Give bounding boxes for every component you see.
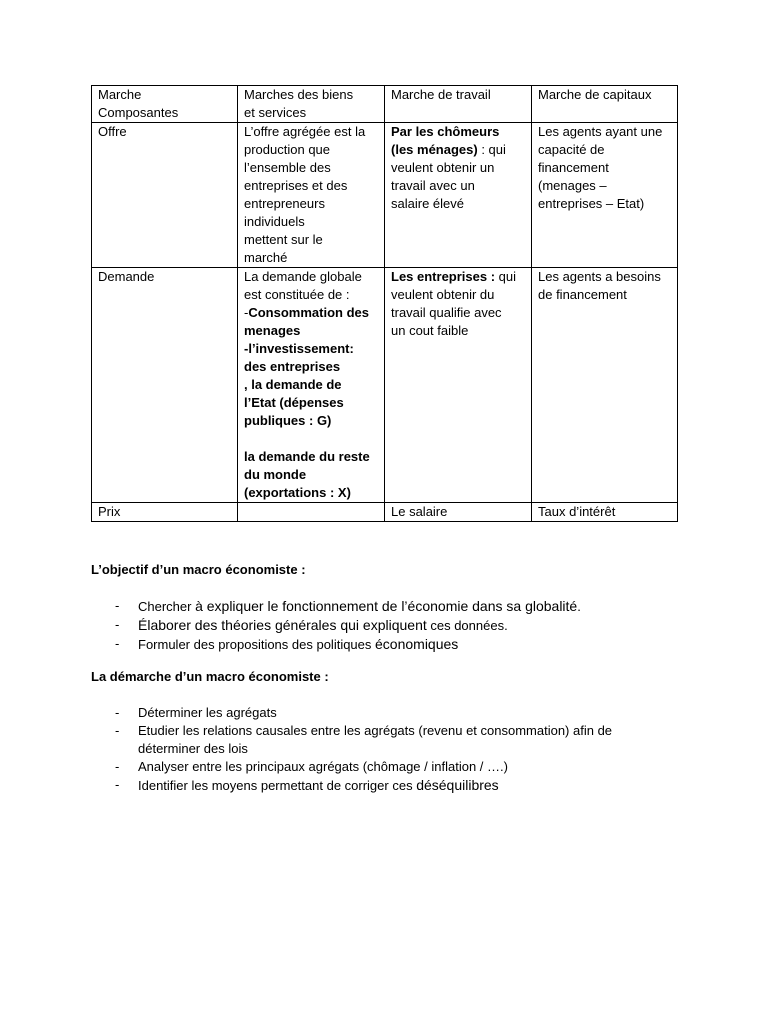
- table-header-row: [92, 86, 678, 123]
- demande-biens-bold-line: l’Etat (dépenses: [244, 395, 344, 410]
- header-cell-travail: [385, 86, 532, 123]
- demande-capitaux-line: Les agents a besoins: [538, 269, 661, 284]
- objectif-item-1-b: à expliquer le fonctionnement de l’économie dans sa globalité: [195, 598, 578, 614]
- cell-demande-capitaux: [532, 268, 678, 503]
- cell-offre-travail: [385, 123, 532, 268]
- demarche-item-4: Identifier les moyens permettant de corriger ces: [138, 778, 417, 793]
- demande-travail-line: veulent obtenir du: [391, 287, 495, 302]
- offre-biens-line: marché: [244, 250, 288, 265]
- objectif-item-3-b: économiques: [375, 636, 459, 652]
- offre-travail-line: salaire élevé: [391, 196, 464, 211]
- offre-travail-rest: : qui: [477, 142, 506, 157]
- list-item: [91, 758, 691, 776]
- demande-biens-bold-line: menages: [244, 323, 301, 338]
- list-item: [91, 722, 691, 758]
- cell-offre-biens: [238, 123, 385, 268]
- demande-travail-line: un cout faible: [391, 323, 469, 338]
- list-item: [91, 704, 691, 722]
- demarche-item-2-cont: déterminer des lois: [138, 741, 248, 756]
- dash-marker: -: [115, 777, 120, 792]
- demande-biens-bold-line: du monde: [244, 467, 307, 482]
- header-cell-biens: [238, 86, 385, 123]
- markets-table: [91, 85, 678, 522]
- offre-capitaux-line: entreprises – Etat): [538, 196, 645, 211]
- offre-biens-line: entrepreneurs: [244, 196, 325, 211]
- offre-biens-line: mettent sur le: [244, 232, 323, 247]
- objectif-item-2-b: Élaborer des théories générales qui expliquent: [138, 617, 427, 633]
- demande-biens-bold-line: la demande du reste: [244, 449, 370, 464]
- offre-biens-line: entreprises et des: [244, 178, 348, 193]
- cell-prix-capitaux: [532, 503, 678, 522]
- offre-capitaux-line: financement: [538, 160, 609, 175]
- offre-biens-line: L’offre agrégée est la: [244, 124, 366, 139]
- demande-travail-bold: Les entreprises :: [391, 269, 496, 284]
- demande-biens-dash: -: [244, 305, 249, 320]
- row-label-prix: Prix: [98, 504, 121, 519]
- demarche-heading: La démarche d’un macro économiste :: [91, 669, 329, 684]
- demarche-list: [91, 704, 691, 795]
- demande-travail-line: travail qualifie avec: [391, 305, 502, 320]
- header-biens-line2: et services: [244, 105, 307, 120]
- demarche-item-2: Etudier les relations causales entre les agrégats (revenu et consommation) afin de: [138, 723, 613, 738]
- cell-prix-biens: [238, 503, 385, 522]
- offre-travail-line1: [391, 123, 525, 141]
- list-item: [91, 776, 691, 795]
- demande-biens-bold-first: Consommation des: [248, 305, 369, 320]
- objectif-item-1-a: Chercher: [138, 599, 196, 614]
- offre-capitaux-line: capacité de: [538, 142, 605, 157]
- cell-offre-label: [92, 123, 238, 268]
- demarche-section: [91, 668, 691, 795]
- dash-marker: -: [115, 723, 120, 738]
- demande-travail-rest: qui: [495, 269, 517, 284]
- row-label-offre: Offre: [98, 124, 127, 139]
- header-capitaux: Marche de capitaux: [538, 87, 652, 102]
- offre-biens-line: l’ensemble des: [244, 160, 331, 175]
- header-composantes: Composantes: [98, 105, 179, 120]
- demarche-item-1: Déterminer les agrégats: [138, 705, 277, 720]
- offre-travail-bold1: Par les chômeurs: [391, 124, 500, 139]
- list-item: [91, 616, 691, 635]
- objectif-item-1-c: .: [577, 599, 581, 614]
- offre-capitaux-line: Les agents ayant une: [538, 124, 663, 139]
- cell-demande-label: [92, 268, 238, 503]
- header-cell-composantes: [92, 86, 238, 123]
- cell-offre-capitaux: [532, 123, 678, 268]
- dash-marker: -: [115, 636, 120, 651]
- list-item: [91, 597, 691, 616]
- table-row-prix: [92, 503, 678, 522]
- dash-marker: -: [115, 759, 120, 774]
- offre-biens-line: production que: [244, 142, 331, 157]
- header-biens-line1: Marches des biens: [244, 87, 354, 102]
- dash-marker: -: [115, 705, 120, 720]
- objectif-heading: L’objectif d’un macro économiste :: [91, 562, 306, 577]
- header-marche: Marche: [98, 87, 142, 102]
- demande-capitaux-line: de financement: [538, 287, 627, 302]
- offre-travail-line2: [391, 141, 525, 159]
- objectif-list: [91, 597, 691, 654]
- objectif-item-3-a: Formuler des propositions des politiques: [138, 637, 376, 652]
- header-travail: Marche de travail: [391, 87, 491, 102]
- demarche-item-3: Analyser entre les principaux agrégats (chômage / inflation / ….): [138, 759, 508, 774]
- demande-biens-line: [244, 304, 378, 322]
- demande-biens-line: La demande globale: [244, 269, 362, 284]
- table-row-demande: [92, 268, 678, 503]
- row-label-demande: Demande: [98, 269, 155, 284]
- offre-capitaux-line: (menages –: [538, 178, 607, 193]
- demande-biens-bold-line: (exportations : X): [244, 485, 351, 500]
- cell-demande-travail: [385, 268, 532, 503]
- offre-travail-line: veulent obtenir un: [391, 160, 495, 175]
- table-row-offre: [92, 123, 678, 268]
- objectif-section: [91, 561, 691, 654]
- prix-travail: Le salaire: [391, 504, 448, 519]
- demande-biens-line: est constituée de :: [244, 287, 350, 302]
- demande-travail-line1: [391, 268, 525, 286]
- demarche-item-4-big: déséquilibres: [416, 777, 499, 793]
- demande-biens-bold-line: des entreprises: [244, 359, 341, 374]
- prix-capitaux: Taux d’intérêt: [538, 504, 616, 519]
- objectif-item-2-c: ces données.: [426, 618, 508, 633]
- dash-marker: -: [115, 617, 120, 632]
- offre-travail-bold2: (les ménages): [391, 142, 478, 157]
- offre-biens-line: individuels: [244, 214, 305, 229]
- header-cell-capitaux: [532, 86, 678, 123]
- dash-marker: -: [115, 598, 120, 613]
- cell-prix-travail: [385, 503, 532, 522]
- list-item: [91, 635, 691, 654]
- offre-travail-line: travail avec un: [391, 178, 475, 193]
- cell-demande-biens: [238, 268, 385, 503]
- demande-biens-bold-line: , la demande de: [244, 377, 342, 392]
- demande-biens-spacer: [244, 430, 378, 448]
- demande-biens-bold-line: publiques : G): [244, 413, 332, 428]
- demande-biens-bold-line: -l’investissement:: [244, 341, 354, 356]
- cell-prix-label: [92, 503, 238, 522]
